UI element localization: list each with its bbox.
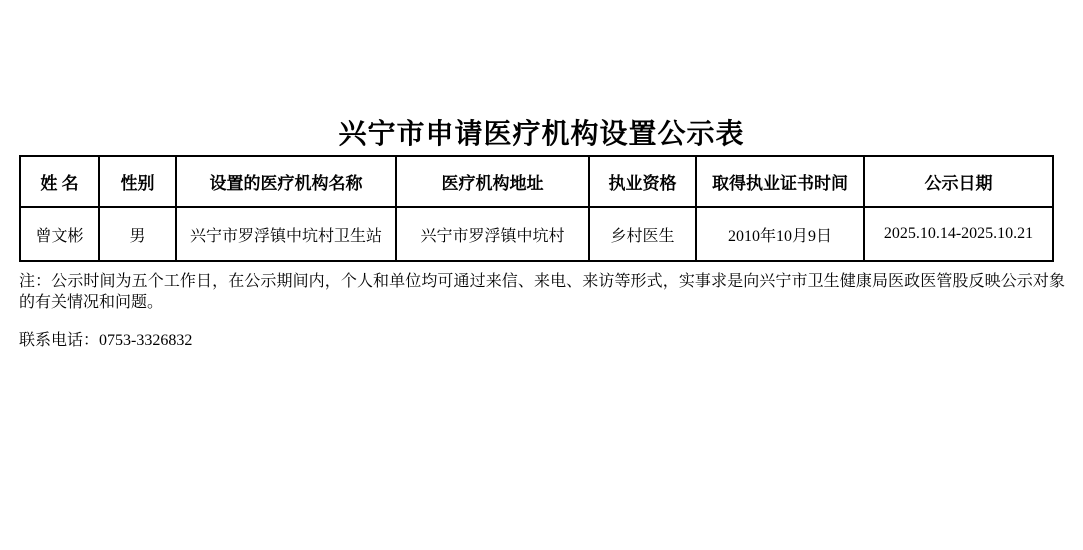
cell-announcement-period: 2025.10.14-2025.10.21 bbox=[864, 207, 1053, 261]
contact-phone: 联系电话：0753-3326832 bbox=[19, 332, 193, 349]
cell-institution-name: 兴宁市罗浮镇中坑村卫生站 bbox=[176, 207, 396, 261]
header-announcement-period: 公示日期 bbox=[864, 156, 1053, 207]
cell-name: 曾文彬 bbox=[20, 207, 99, 261]
header-institution-address: 医疗机构地址 bbox=[396, 156, 589, 207]
cell-certificate-date: 2010年10月9日 bbox=[696, 207, 864, 261]
page-title: 兴宁市申请医疗机构设置公示表 bbox=[338, 119, 745, 150]
table-row bbox=[20, 207, 1053, 261]
cell-gender: 男 bbox=[99, 207, 176, 261]
table-header-row bbox=[20, 156, 1053, 207]
cell-institution-address: 兴宁市罗浮镇中坑村 bbox=[396, 207, 589, 261]
announcement-table bbox=[19, 155, 1054, 262]
cell-qualification: 乡村医生 bbox=[589, 207, 696, 261]
header-gender: 性别 bbox=[99, 156, 176, 207]
header-qualification: 执业资格 bbox=[589, 156, 696, 207]
header-name: 姓 名 bbox=[20, 156, 99, 207]
header-certificate-date: 取得执业证书时间 bbox=[696, 156, 864, 207]
announcement-note: 注：公示时间为五个工作日，在公示期间内，个人和单位均可通过来信、来电、来访等形式，实事求是向兴宁市卫生健康局医政医管股反映公示对象的有关情况和问题。 bbox=[19, 273, 1065, 311]
header-institution-name: 设置的医疗机构名称 bbox=[176, 156, 396, 207]
